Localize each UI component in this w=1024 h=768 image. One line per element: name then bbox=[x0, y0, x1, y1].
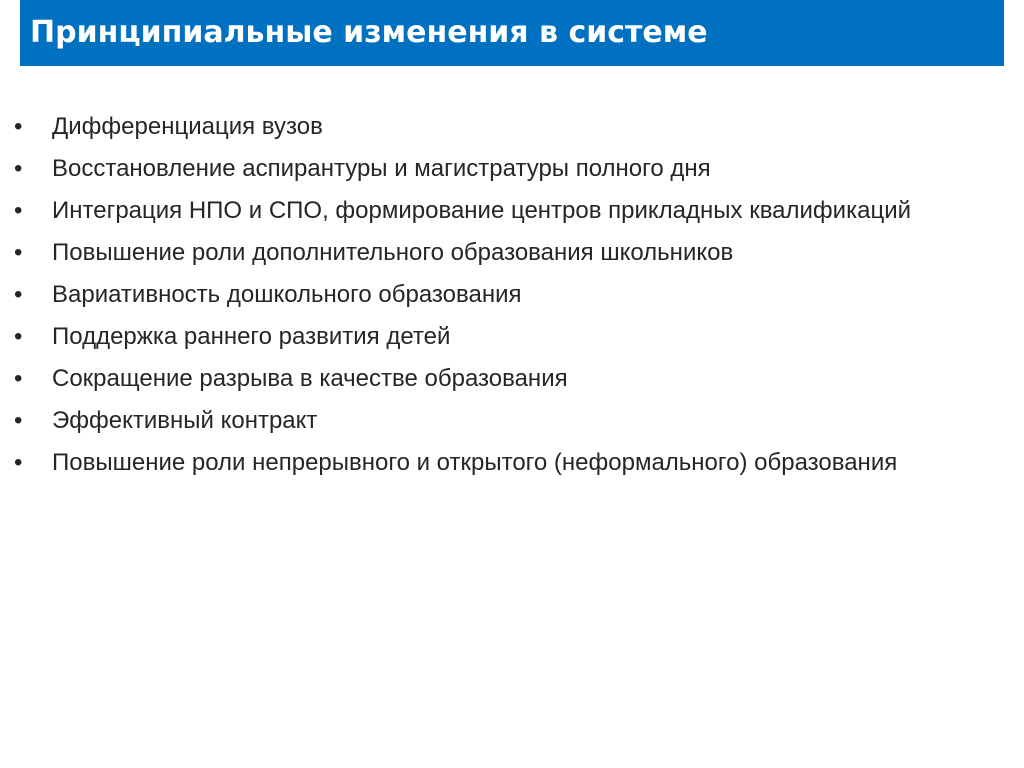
bullet-icon: • bbox=[14, 407, 23, 434]
title-bar bbox=[20, 0, 1004, 66]
bullet-icon: • bbox=[14, 197, 23, 224]
list-item-text: Дифференциация вузов bbox=[52, 113, 323, 140]
list-item-text: Интеграция НПО и СПО, формирование центров прикладных квалификаций bbox=[52, 197, 912, 224]
list-item bbox=[0, 112, 1008, 141]
list-item-text: Повышение роли дополнительного образования школьников bbox=[52, 239, 734, 266]
list-item bbox=[0, 406, 1008, 435]
bullet-icon: • bbox=[14, 323, 23, 350]
bullet-icon: • bbox=[14, 365, 23, 392]
bullet-icon: • bbox=[14, 239, 23, 266]
bullet-icon: • bbox=[14, 155, 23, 182]
page-title: Принципиальные изменения в системе bbox=[30, 15, 708, 50]
bullet-icon: • bbox=[14, 449, 23, 476]
list-item bbox=[0, 448, 1008, 477]
list-item-text: Поддержка раннего развития детей bbox=[52, 323, 451, 350]
list-item bbox=[0, 364, 1008, 393]
list-item-text: Вариативность дошкольного образования bbox=[52, 281, 522, 308]
list-item bbox=[0, 196, 1008, 225]
bullet-icon: • bbox=[14, 113, 23, 140]
list-item-text: Эффективный контракт bbox=[52, 407, 318, 434]
bullet-list bbox=[0, 112, 1008, 490]
list-item bbox=[0, 154, 1008, 183]
bullet-icon: • bbox=[14, 281, 23, 308]
list-item-text: Повышение роли непрерывного и открытого (неформального) образования bbox=[52, 449, 898, 476]
list-item bbox=[0, 280, 1008, 309]
list-item-text: Восстановление аспирантуры и магистратуры полного дня bbox=[52, 155, 711, 182]
list-item-text: Сокращение разрыва в качестве образования bbox=[52, 365, 568, 392]
list-item bbox=[0, 322, 1008, 351]
list-item bbox=[0, 238, 1008, 267]
